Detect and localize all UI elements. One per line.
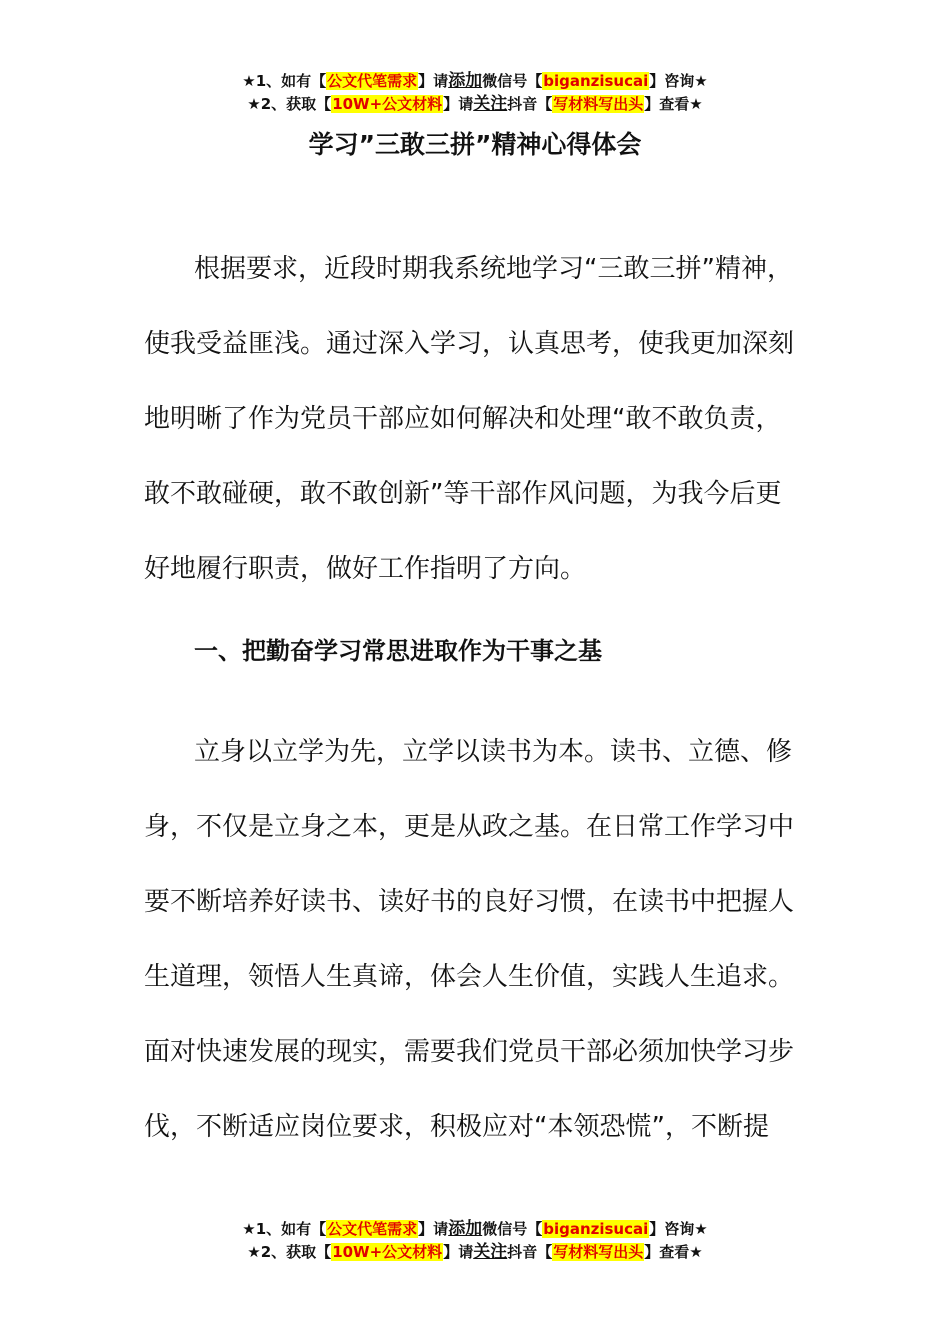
paragraph-line: 生道理，领悟人生真谛，体会人生价值，实践人生追求。	[144, 962, 795, 992]
promo-wechat-id: biganzisucai	[543, 72, 649, 90]
promo-douyin-id: 写材料写出头	[553, 95, 644, 113]
promo-line-1	[0, 70, 950, 93]
promo-text: 】查看★	[644, 1243, 703, 1261]
paragraph-line: 身，不仅是立身之本，更是从政之基。在日常工作学习中	[144, 812, 795, 842]
paragraph-line: 地明晰了作为党员干部应如何解决和处理“敢不敢负责，	[144, 404, 782, 434]
paragraph-line: 要不断培养好读书、读好书的良好习惯，在读书中把握人	[144, 887, 795, 917]
promo-text: 抖音【	[507, 95, 553, 113]
promo-text: 微信号【	[482, 1220, 543, 1238]
promo-text: ★1、如有【	[242, 1220, 327, 1238]
paragraph-line: 敢不敢碰硬，敢不敢创新”等干部作风问题，为我今后更	[144, 479, 782, 509]
promo-header	[0, 70, 950, 116]
promo-text: 】请	[443, 95, 474, 113]
promo-text: 抖音【	[507, 1243, 553, 1261]
promo-text: 】咨询★	[649, 72, 708, 90]
promo-text: 】请	[443, 1243, 474, 1261]
promo-text: ★2、获取【	[247, 1243, 332, 1261]
promo-line-2	[0, 93, 950, 116]
promo-highlight: 10W+公文材料	[332, 1243, 443, 1261]
paragraph-line: 好地履行职责，做好工作指明了方向。	[144, 554, 587, 584]
promo-underline: 关注	[473, 94, 508, 114]
promo-underline: 添加	[448, 1219, 483, 1239]
promo-text: ★1、如有【	[242, 72, 327, 90]
paragraph-line: 使我受益匪浅。通过深入学习，认真思考，使我更加深刻	[144, 329, 795, 359]
promo-line-2	[0, 1241, 950, 1264]
section-heading: 一、把勤奋学习常思进取作为干事之基	[194, 637, 602, 665]
promo-text: 微信号【	[482, 72, 543, 90]
promo-text: 】请	[418, 72, 449, 90]
paragraph-line: 立身以立学为先，立学以读书为本。读书、立德、修	[194, 737, 793, 767]
promo-underline: 添加	[448, 71, 483, 91]
promo-highlight: 公文代笔需求	[327, 72, 418, 90]
promo-underline: 关注	[473, 1242, 508, 1262]
paragraph-line: 伐，不断适应岗位要求，积极应对“本领恐慌”，不断提	[144, 1112, 769, 1142]
paragraph-line: 根据要求，近段时期我系统地学习“三敢三拼”精神，	[194, 254, 793, 284]
promo-line-1	[0, 1218, 950, 1241]
promo-footer	[0, 1218, 950, 1264]
promo-highlight: 10W+公文材料	[332, 95, 443, 113]
document-title: 学习”三敢三拼”精神心得体会	[308, 130, 642, 159]
promo-text: 】咨询★	[649, 1220, 708, 1238]
promo-douyin-id: 写材料写出头	[553, 1243, 644, 1261]
promo-text: ★2、获取【	[247, 95, 332, 113]
promo-highlight: 公文代笔需求	[327, 1220, 418, 1238]
promo-text: 】查看★	[644, 95, 703, 113]
paragraph-line: 面对快速发展的现实，需要我们党员干部必须加快学习步	[144, 1037, 795, 1067]
promo-text: 】请	[418, 1220, 449, 1238]
promo-wechat-id: biganzisucai	[543, 1220, 649, 1238]
